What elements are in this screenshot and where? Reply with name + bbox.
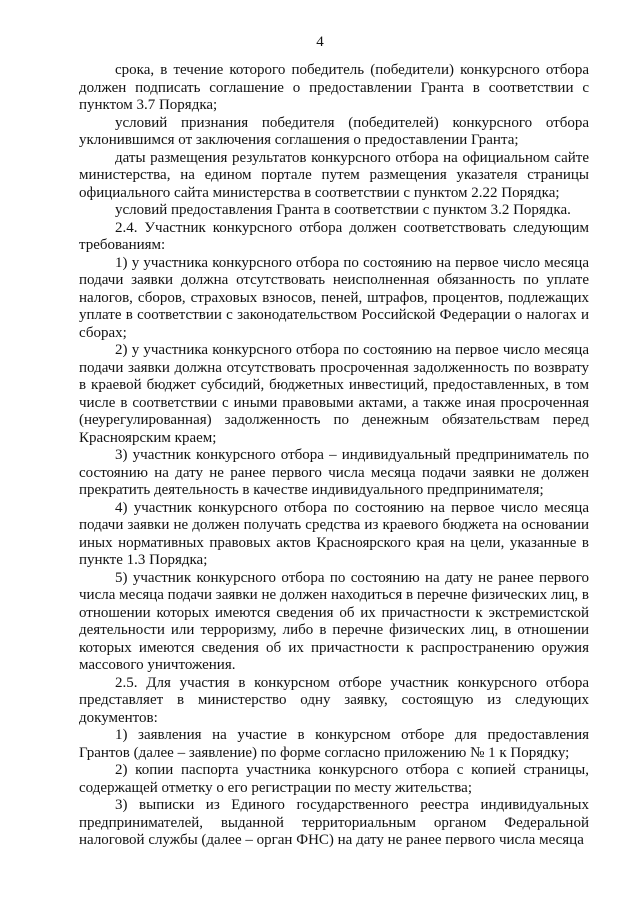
paragraph-requirement-1: 1) у участника конкурсного отбора по состоянию на первое число месяца подачи заявки должна отсутствовать неисполненная обязанность по уплате налогов, сборов, страховых взносов, пеней, штрафов, процентов, подлежащих уплате в соответствии с законодательством Российской Федерации о налогах и сборах; <box>79 254 589 341</box>
paragraph-document-1: 1) заявления на участие в конкурсном отборе для предоставления Грантов (далее – заявление) по форме согласно приложению № 1 к Порядку; <box>79 727 589 761</box>
paragraph-requirement-4: 4) участник конкурсного отбора по состоянию на первое число месяца подачи заявки не должен получать средства из краевого бюджета на основании иных нормативных правовых актов Красноярского края на цели, указанные в пункте 1.3 Порядка; <box>79 499 589 568</box>
paragraph-2-5-application: 2.5. Для участия в конкурсном отборе участник конкурсного отбора представляет в министерство одну заявку, состоящую из следующих документов: <box>79 674 589 726</box>
page-number: 4 <box>316 34 324 50</box>
paragraph-deadline-signing: срока, в течение которого победитель (победители) конкурсного отбора должен подписать соглашение о предоставлении Гранта в соответствии с пунктом 3.7 Порядка; <box>79 62 589 113</box>
paragraph-requirement-5: 5) участник конкурсного отбора по состоянию на дату не ранее первого числа месяца подачи заявки не должен находиться в перечне физических лиц, в отношении которых имеются сведения об их причастности к экстремистской деятельности или терроризму, либо в перечне физических лиц, в отношении которых имеются сведения об их причастности к распространению оружия массового уничтожения. <box>79 569 589 673</box>
paragraph-document-2: 2) копии паспорта участника конкурсного отбора с копией страницы, содержащей отметку о его регистрации по месту жительства; <box>79 762 589 796</box>
paragraph-requirement-3: 3) участник конкурсного отбора – индивидуальный предприниматель по состоянию на дату не ранее первого числа месяца подачи заявки не должен прекратить деятельность в качестве индивидуального предпринимателя; <box>79 447 589 498</box>
paragraph-2-4-requirements: 2.4. Участник конкурсного отбора должен соответствовать следующим требованиям: <box>79 219 589 253</box>
paragraph-evasion-conditions: условий признания победителя (победителей) конкурсного отбора уклонившимся от заключения соглашения о предоставлении Гранта; <box>79 114 589 148</box>
paragraph-document-3: 3) выписки из Единого государственного реестра индивидуальных предпринимателей, выданной территориальным органом Федеральной налоговой службы (далее – орган ФНС) на дату не ранее первого числа месяца <box>79 797 589 848</box>
paragraph-grant-conditions: условий предоставления Гранта в соответствии с пунктом 3.2 Порядка. <box>115 202 571 218</box>
document-body <box>79 62 589 850</box>
paragraph-requirement-2: 2) у участника конкурсного отбора по состоянию на первое число месяца подачи заявки должна отсутствовать просроченная задолженность по возврату в краевой бюджет субсидий, бюджетных инвестиций, предоставленных, в том числе в соответствии с иными правовыми актами, а также иная просроченная (неурегулированная) задолженность по денежным обязательствам перед Красноярским краем; <box>79 342 589 446</box>
paragraph-results-publication: даты размещения результатов конкурсного отбора на официальном сайте министерства, на едином портале путем размещения указателя страницы официального сайта министерства в соответствии с пунктом 2.22 Порядка; <box>79 149 589 201</box>
